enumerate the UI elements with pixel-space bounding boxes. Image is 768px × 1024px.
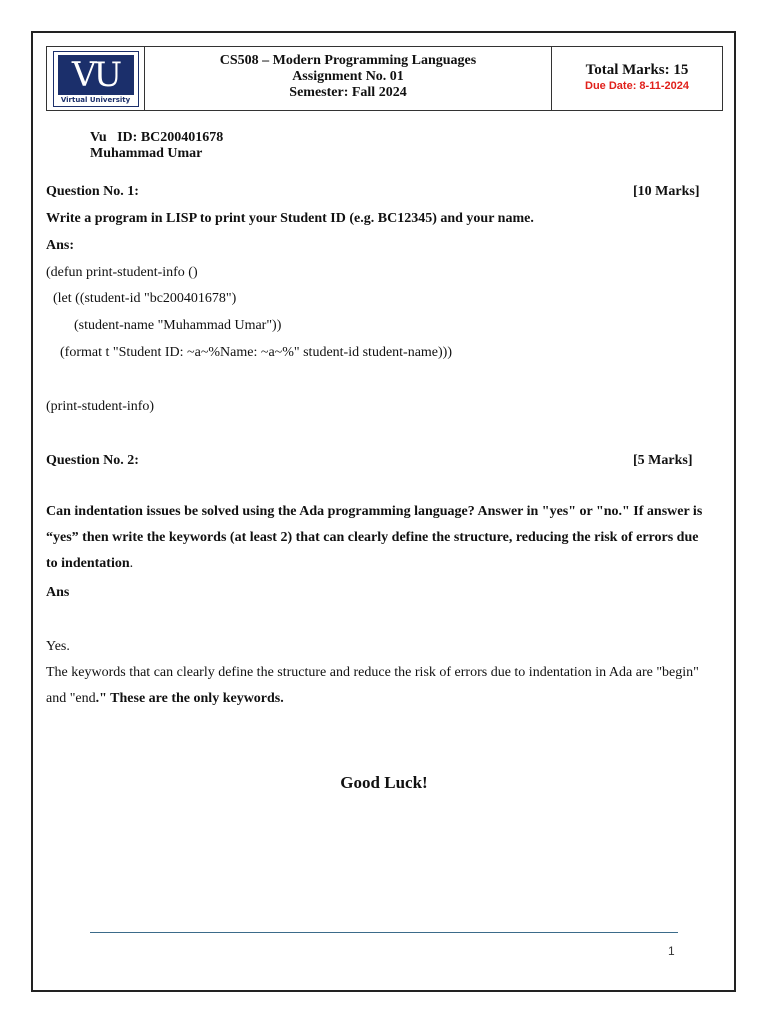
student-id: Vu ID: BC200401678 — [90, 130, 224, 145]
q1-ans-label: Ans: — [46, 238, 75, 253]
header-table — [46, 46, 723, 111]
q2-answer-yes: Yes. — [46, 639, 70, 654]
q2-answer-normal: The keywords that can clearly define the structure and reduce the risk of errors due to indentation in Ada are "begin" and "end — [46, 665, 699, 706]
total-marks: Total Marks: 15 — [585, 62, 689, 78]
q1-marks: [10 Marks] — [633, 184, 700, 199]
q2-ans-label: Ans — [46, 585, 70, 600]
student-name: Muhammad Umar — [90, 146, 203, 161]
q2-question-bold: Can indentation issues be solved using the Ada programming language? Answer in "yes" or "no." If answer is “yes” then write the keywords (at least 2) that can clearly define the structure, reducing the risk of errors due to indentation — [46, 504, 703, 571]
q1-label: Question No. 1: — [46, 184, 139, 199]
q2-question — [46, 499, 706, 577]
code-line: (print-student-info) — [46, 399, 155, 414]
q1-question: Write a program in LISP to print your Student ID (e.g. BC12345) and your name. — [46, 211, 534, 226]
q2-answer-bold: ." These are the only keywords. — [95, 691, 284, 706]
code-line: (defun print-student-info () — [46, 265, 198, 280]
q2-question-tail: . — [129, 556, 134, 571]
footer-rule — [90, 932, 678, 933]
logo-cell — [47, 47, 145, 110]
page-number: 1 — [668, 944, 675, 958]
marks-cell — [552, 47, 722, 110]
semester: Semester: Fall 2024 — [289, 85, 407, 100]
vu-logo — [53, 51, 139, 107]
code-line: (let ((student-id "bc200401678") — [46, 291, 237, 306]
logo-caption: Virtual University — [60, 95, 131, 104]
good-luck: Good Luck! — [340, 773, 428, 792]
student-info — [90, 130, 223, 162]
code-line: (format t "Student ID: ~a~%Name: ~a~%" student-id student-name))) — [46, 345, 453, 360]
q2-answer — [46, 660, 706, 712]
course-title: CS508 – Modern Programming Languages — [219, 53, 477, 68]
logo-mark: VU — [58, 55, 134, 95]
q2-marks: [5 Marks] — [633, 453, 693, 468]
q2-label: Question No. 2: — [46, 453, 139, 468]
title-cell — [145, 47, 552, 110]
code-line: (student-name "Muhammad Umar")) — [46, 318, 282, 333]
due-date: Due Date: 8-11-2024 — [585, 80, 689, 92]
assignment-number: Assignment No. 01 — [292, 69, 404, 84]
